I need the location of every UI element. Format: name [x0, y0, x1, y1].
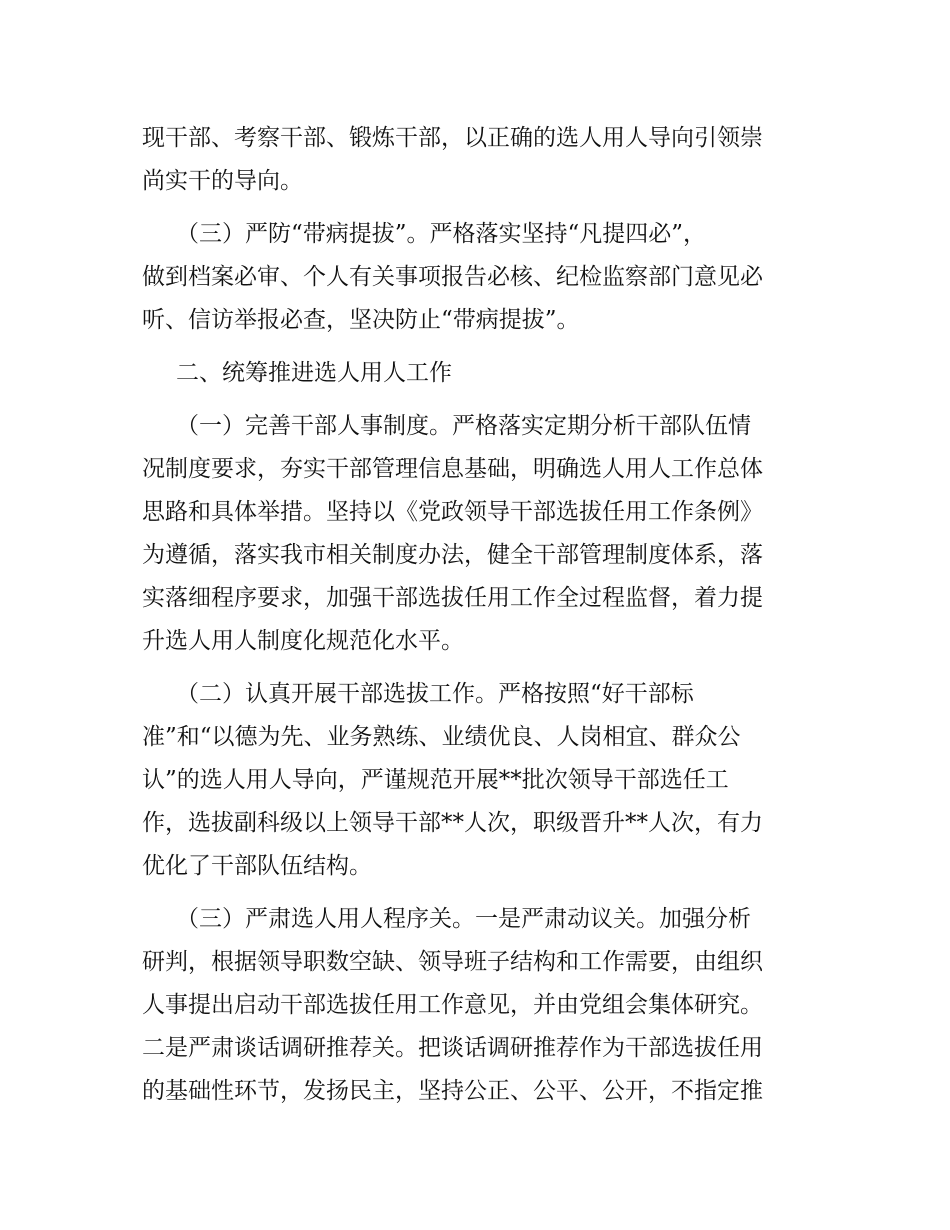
text-line: 准”和“以德为先、业务熟练、业绩优良、人岗相宜、群众公: [142, 724, 741, 750]
paragraph-heading: （二）认真开展干部选拔工作。严格按照“好干部标: [176, 681, 694, 707]
text-line: 实落细程序要求，加强干部选拔任用工作全过程监督，着力提: [142, 585, 763, 611]
text-line: 思路和具体举措。坚持以《党政领导干部选拔任用工作条例》: [142, 499, 763, 525]
text-line: 二是严肃谈话调研推荐关。把谈话调研推荐作为干部选拔任用: [142, 1035, 763, 1061]
text-line: 听、信访举报必查，坚决防止“带病提拔”。: [142, 307, 580, 333]
text-line: 作，选拔副科级以上领导干部**人次，职级晋升**人次，有力: [142, 810, 763, 836]
text-line: 研判，根据领导职数空缺、领导班子结构和工作需要，由组织: [142, 949, 763, 975]
text-line: 优化了干部队伍结构。: [142, 853, 372, 879]
text-line: 现干部、考察干部、锻炼干部，以正确的选人用人导向引领崇: [142, 125, 763, 151]
text-line: 的基础性环节，发扬民主，坚持公正、公平、公开，不指定推: [142, 1078, 763, 1104]
paragraph-heading: （三）严肃选人用人程序关。一是严肃动议关。加强分析: [176, 906, 751, 932]
text-line: 升选人用人制度化规范化水平。: [142, 628, 464, 654]
text-line: 做到档案必审、个人有关事项报告必核、纪检监察部门意见必: [142, 264, 763, 290]
text-line: 况制度要求，夯实干部管理信息基础，明确选人用人工作总体: [142, 456, 763, 482]
text-line: 人事提出启动干部选拔任用工作意见，并由党组会集体研究。: [142, 992, 763, 1018]
text-line: 认”的选人用人导向，严谨规范开展**批次领导干部选任工: [142, 767, 729, 793]
section-heading: 二、统筹推进选人用人工作: [176, 360, 452, 386]
text-line: 尚实干的导向。: [142, 168, 303, 194]
text-line: 为遵循，落实我市相关制度办法，健全干部管理制度体系，落: [142, 542, 763, 568]
paragraph-heading: （三）严防“带病提拔”。严格落实坚持“凡提四必”，: [176, 221, 707, 247]
paragraph-heading: （一）完善干部人事制度。严格落实定期分析干部队伍情: [176, 413, 751, 439]
